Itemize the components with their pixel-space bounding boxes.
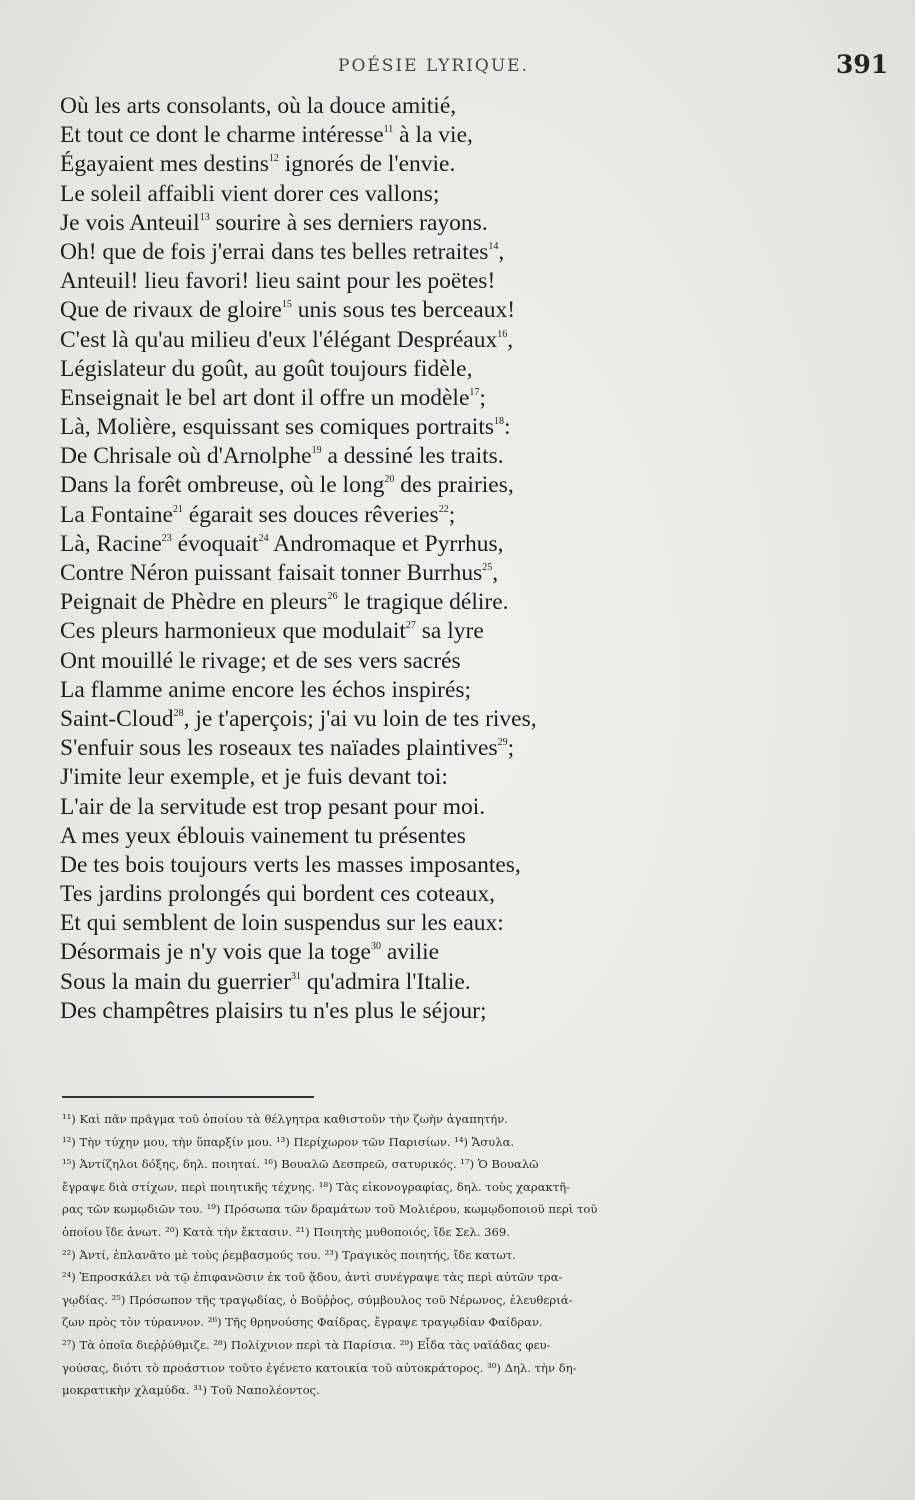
verse-text: des prairies, xyxy=(394,472,514,499)
verse-text: Et tout ce dont le charme intéresse xyxy=(60,122,384,149)
verse-line xyxy=(60,647,860,676)
verse-line xyxy=(60,121,860,150)
footnote-line: ²⁴) Ἐπροσκάλει νὰ τῷ ἐπιφανῶσιν ἐκ τοῦ ᾅδου, ἀντὶ συνέγραψε τὰς περὶ αὐτῶν τρα- xyxy=(62,1270,563,1285)
verse-line xyxy=(60,150,860,179)
footnote-rule xyxy=(62,1096,314,1098)
footnote-marker: 15 xyxy=(281,299,292,311)
verse-text: égarait ses douces rêveries xyxy=(182,501,439,528)
footnote-marker: 23 xyxy=(161,532,172,544)
verse-text: Anteuil! lieu favori! lieu saint pour les poëtes! xyxy=(60,268,496,295)
verse-text: Dans la forêt ombreuse, où le long xyxy=(60,472,385,499)
verse-text: avilie xyxy=(380,939,440,966)
verse-line xyxy=(60,617,860,646)
footnote-line: ρας τῶν κωμῳδιῶν του. ¹⁹) Πρόσωπα τῶν δραμάτων τοῦ Μολιέρου, κωμῳδοποιοῦ περὶ τοῦ xyxy=(62,1202,598,1217)
verse-line xyxy=(60,530,860,559)
verse-line xyxy=(60,734,860,763)
poem-verses xyxy=(60,92,860,1026)
footnote-marker: 29 xyxy=(497,737,508,749)
footnote-marker: 17 xyxy=(469,386,480,398)
page-header xyxy=(0,50,915,90)
verse-line xyxy=(60,209,860,238)
footnote-marker: 19 xyxy=(311,445,322,457)
footnotes xyxy=(62,1108,834,1402)
verse-line xyxy=(60,676,860,705)
footnote-marker: 14 xyxy=(488,240,499,252)
verse-text: L'air de la servitude est trop pesant pour moi. xyxy=(60,793,486,820)
verse-text: , xyxy=(507,326,514,353)
footnote-line: μοκρατικὴν χλαμύδα. ³¹) Τοῦ Ναπολέοντος. xyxy=(62,1383,320,1398)
verse-line xyxy=(60,997,860,1026)
running-title: POÉSIE LYRIQUE. xyxy=(338,56,529,76)
verse-text: C'est là qu'au milieu d'eux l'élégant Despréaux xyxy=(60,326,498,353)
verse-text: unis sous tes berceaux! xyxy=(291,297,516,324)
verse-text: Le soleil affaibli vient dorer ces vallons; xyxy=(60,180,440,207)
verse-text: Que de rivaux de gloire xyxy=(60,297,282,324)
verse-text: évoquait xyxy=(171,530,259,557)
footnote-marker: 12 xyxy=(268,153,279,165)
verse-text: ignorés de l'envie. xyxy=(278,151,456,178)
verse-text: Peignait de Phèdre en pleurs xyxy=(60,589,328,616)
footnote-marker: 20 xyxy=(384,474,395,486)
verse-line xyxy=(60,267,860,296)
footnote-marker: 21 xyxy=(172,503,183,515)
verse-line xyxy=(60,326,860,355)
verse-line xyxy=(60,938,860,967)
footnote-line: ²²) Ἀντί, ἐπλανᾶτο μὲ τοὺς ῥεμβασμούς του. ²³) Τραγικὸς ποιητής, ἴδε κατωτ. xyxy=(62,1247,516,1262)
footnote-marker: 11 xyxy=(383,124,394,136)
verse-text: Égayaient mes destins xyxy=(60,151,269,178)
verse-line xyxy=(60,880,860,909)
verse-text: J'imite leur exemple, et je fuis devant toi: xyxy=(60,764,448,791)
verse-text: Enseignait le bel art dont il offre un modèle xyxy=(60,384,470,411)
footnote-marker: 30 xyxy=(370,941,381,953)
verse-text: Sous la main du guerrier xyxy=(60,968,292,995)
verse-line xyxy=(60,793,860,822)
footnote-line: ὁποίου ἴδε ἀνωτ. ²⁰) Κατὰ τὴν ἔκτασιν. ²¹) Ποιητὴς μυθοποιός, ἴδε Σελ. 369. xyxy=(62,1224,510,1239)
footnote-line: ¹⁵) Ἀντίζηλοι δόξης, δηλ. ποιηταί. ¹⁶) Βουαλῶ Δεσπρεῶ, σατυρικός. ¹⁷) Ὁ Βουαλῶ xyxy=(62,1157,539,1172)
footnote-line: γούσας, διότι τὸ προάστιον τοῦτο ἐγένετο κατοικία τοῦ αὐτοκράτορος. ³⁰) Δηλ. τὴν δη- xyxy=(62,1360,577,1375)
verse-text: Ont mouillé le rivage; et de ses vers sacrés xyxy=(60,647,461,674)
footnote-line: ²⁷) Τὰ ὁποῖα διεῤῥύθμιζε. ²⁸) Πολίχνιον περὶ τὰ Παρίσια. ²⁹) Εἶδα τὰς ναϊάδας φευ- xyxy=(62,1337,551,1352)
verse-text: Andromaque et Pyrrhus, xyxy=(268,530,504,557)
verse-text: , je t'aperçois; j'ai vu loin de tes rives, xyxy=(183,705,537,732)
footnote-marker: 22 xyxy=(438,503,449,515)
verse-text: Et qui semblent de loin suspendus sur les eaux: xyxy=(60,910,504,937)
verse-text: , xyxy=(492,560,499,586)
verse-text: Là, Racine xyxy=(60,530,162,557)
footnote-line: ¹¹) Καὶ πᾶν πρᾶγμα τοῦ ὁποίου τὰ θέλγητρα καθιστοῦν τὴν ζωὴν ἀγαπητήν. xyxy=(62,1112,508,1126)
verse-line xyxy=(60,559,860,588)
verse-text: Là, Molière, esquissant ses comiques portraits xyxy=(60,414,495,441)
verse-text: De Chrisale où d'Arnolphe xyxy=(60,443,312,470)
page-number: 391 xyxy=(836,50,889,79)
verse-text: sa lyre xyxy=(415,618,484,645)
verse-text: La flamme anime encore les échos inspirés; xyxy=(60,676,472,703)
verse-text: S'enfuir sous les roseaux tes naïades plaintives xyxy=(60,735,498,762)
verse-text: sourire à ses derniers rayons. xyxy=(209,209,488,236)
footnote-line: ζων πρὸς τὸν τύραννον. ²⁶) Τῆς θρηνούσης Φαίδρας, ἔγραψε τραγῳδίαν Φαίδραν. xyxy=(62,1315,543,1330)
verse-text: : xyxy=(504,414,511,441)
verse-line xyxy=(60,909,860,938)
verse-text: Désormais je n'y vois que la toge xyxy=(60,939,371,966)
verse-line xyxy=(60,384,860,413)
verse-text: Où les arts consolants, où la douce amitié, xyxy=(60,93,457,119)
verse-text: Contre Néron puissant faisait tonner Burrhus xyxy=(60,560,483,586)
verse-line xyxy=(60,851,860,880)
footnote-marker: 26 xyxy=(327,591,338,603)
verse-text: ; xyxy=(479,384,486,411)
verse-text: Oh! que de fois j'errai dans tes belles retraites xyxy=(60,238,489,265)
verse-line xyxy=(60,705,860,734)
verse-line xyxy=(60,92,860,121)
verse-line xyxy=(60,355,860,384)
verse-line xyxy=(60,763,860,792)
footnote-marker: 31 xyxy=(291,970,302,982)
verse-line xyxy=(60,822,860,851)
footnote-line: ἔγραψε διὰ στίχων, περὶ ποιητικῆς τέχνης. ¹⁸) Τὰς εἰκονογραφίας, δηλ. τοὺς χαρακτῆ- xyxy=(62,1179,571,1194)
verse-text: Saint-Cloud xyxy=(60,705,174,732)
footnote-marker: 13 xyxy=(199,211,210,223)
verse-text: De tes bois toujours verts les masses imposantes, xyxy=(60,851,521,878)
footnote-marker: 27 xyxy=(405,620,416,632)
verse-text: a dessiné les traits. xyxy=(321,443,504,470)
verse-text: le tragique délire. xyxy=(337,589,509,616)
verse-line xyxy=(60,501,860,530)
verse-line xyxy=(60,442,860,471)
verse-text: Je vois Anteuil xyxy=(60,209,200,236)
verse-line xyxy=(60,968,860,997)
verse-text: à la vie, xyxy=(393,122,473,149)
verse-line xyxy=(60,471,860,500)
footnote-marker: 28 xyxy=(173,707,184,719)
verse-text: qu'admira l'Italie. xyxy=(301,968,471,995)
verse-line xyxy=(60,296,860,325)
verse-text: ; xyxy=(448,501,456,528)
verse-text: , xyxy=(498,238,505,265)
verse-text: Des champêtres plaisirs tu n'es plus le séjour; xyxy=(60,997,487,1024)
footnote-marker: 25 xyxy=(482,562,493,573)
footnote-marker: 16 xyxy=(497,328,508,340)
verse-line xyxy=(60,588,860,617)
footnote-line: γῳδίας. ²⁵) Πρόσωπον τῆς τραγῳδίας, ὁ Βοῦῤῥος, σύμβουλος τοῦ Νέρωνος, ἐλευθεριά- xyxy=(62,1292,573,1307)
verse-line xyxy=(60,238,860,267)
verse-text: La Fontaine xyxy=(60,501,173,528)
verse-text: Tes jardins prolongés qui bordent ces coteaux, xyxy=(60,881,495,908)
verse-text: A mes yeux éblouis vainement tu présentes xyxy=(60,822,466,849)
verse-text: ; xyxy=(507,735,515,762)
footnote-line: ¹²) Τὴν τύχην μου, τὴν ὕπαρξίν μου. ¹³) Περίχωρον τῶν Παρισίων. ¹⁴) Ἄσυλα. xyxy=(62,1134,515,1149)
verse-line xyxy=(60,180,860,209)
footnote-marker: 18 xyxy=(494,416,505,428)
footnote-marker: 24 xyxy=(258,532,269,544)
verse-text: Ces pleurs harmonieux que modulait xyxy=(60,618,406,645)
verse-line xyxy=(60,413,860,442)
verse-text: Législateur du goût, au goût toujours fidèle, xyxy=(60,355,473,382)
